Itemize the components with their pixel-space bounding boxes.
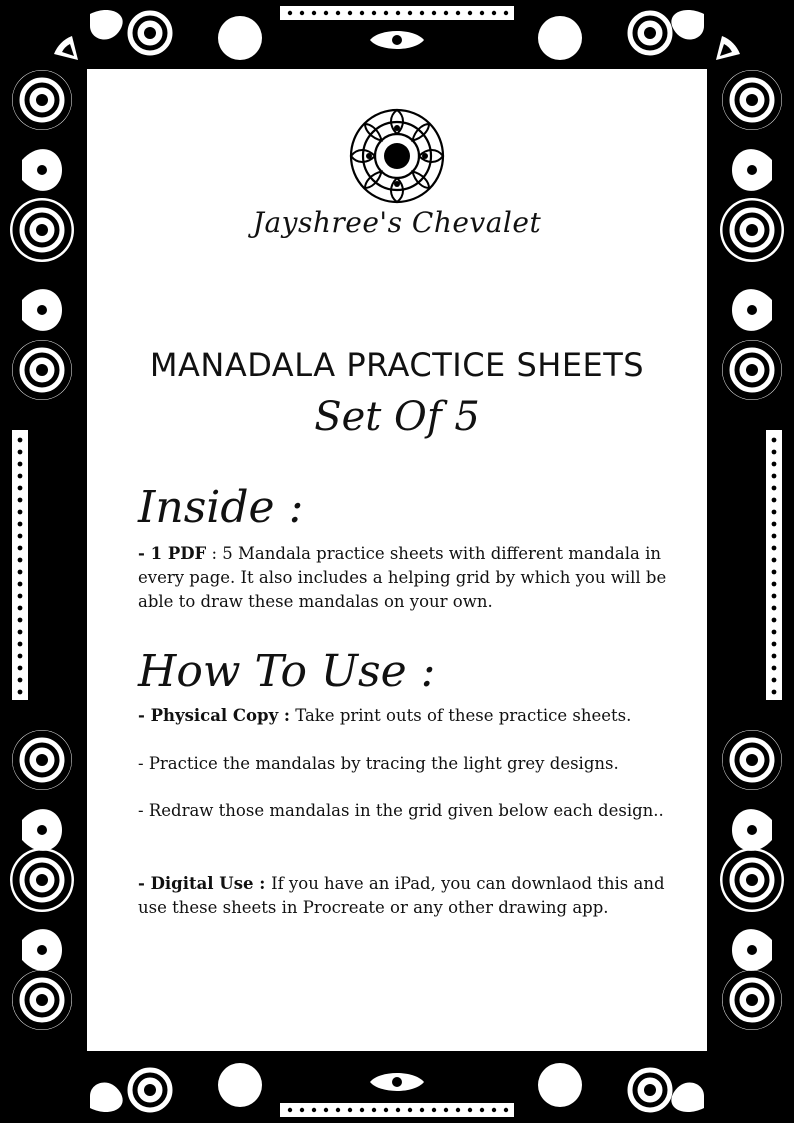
inside-label: - 1 PDF xyxy=(138,544,207,563)
physical-copy-paragraph xyxy=(138,704,678,728)
inside-paragraph xyxy=(138,542,678,614)
inside-heading: Inside : xyxy=(138,482,304,533)
physical-copy-text: Take print outs of these practice sheets. xyxy=(290,706,632,725)
digital-use-label: - Digital Use : xyxy=(138,874,272,893)
page-title: MANADALA PRACTICE SHEETS xyxy=(149,346,645,384)
digital-use-paragraph xyxy=(138,872,678,920)
page-subtitle: Set Of 5 xyxy=(314,394,480,440)
inside-text: : 5 Mandala practice sheets with different mandala in every page. It also includes a helping grid by which you will be able to draw these mandalas on your own. xyxy=(138,544,667,611)
digital-use-text: If you have an iPad, you can downlaod this and use these sheets in Procreate or any other drawing app. xyxy=(138,874,665,917)
practice-paragraph: - Practice the mandalas by tracing the light grey designs. xyxy=(138,754,619,773)
physical-copy-label: - Physical Copy : xyxy=(138,706,290,725)
brand-name: Jayshree's Chevalet xyxy=(252,206,542,239)
how-to-use-heading: How To Use : xyxy=(138,646,436,697)
mandala-icon xyxy=(347,106,447,206)
redraw-paragraph: - Redraw those mandalas in the grid given below each design.. xyxy=(138,801,664,820)
